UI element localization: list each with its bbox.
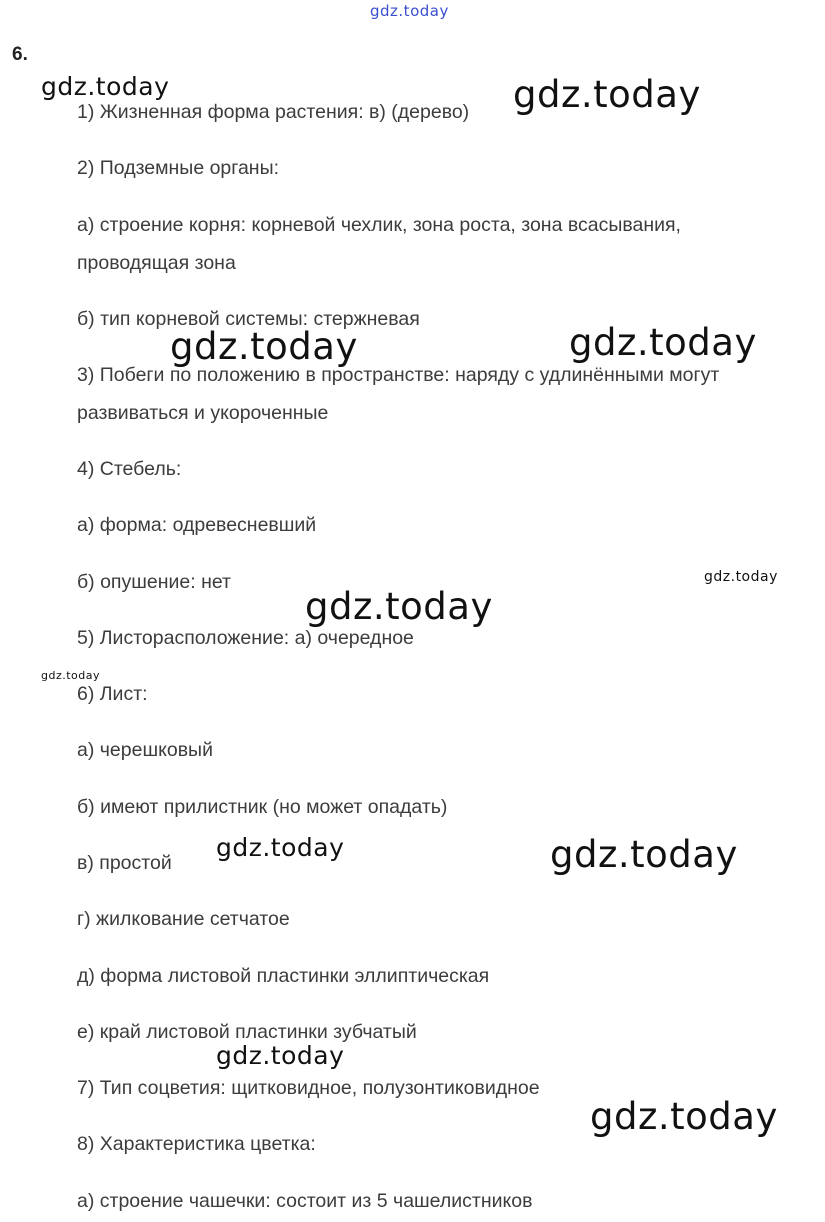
- watermark: gdz.today: [513, 73, 701, 116]
- answer-line-14: г) жилкование сетчатое: [77, 908, 290, 930]
- watermark: gdz.today: [41, 669, 101, 682]
- watermark-top: gdz.today: [370, 2, 449, 20]
- watermark: gdz.today: [569, 321, 757, 364]
- answer-line-7: а) форма: одревесневший: [77, 514, 317, 536]
- answer-line-11: а) черешковый: [77, 739, 213, 761]
- answer-line-3-cont: проводящая зона: [77, 252, 236, 274]
- answer-line-4: б) тип корневой системы: стержневая: [77, 308, 420, 330]
- answer-line-15: д) форма листовой пластинки эллиптическая: [77, 965, 490, 987]
- watermark: gdz.today: [216, 1041, 345, 1070]
- answer-line-12: б) имеют прилистник (но может опадать): [77, 796, 448, 818]
- answer-line-9: 5) Листорасположение: а) очередное: [77, 627, 414, 649]
- answer-line-10: 6) Лист:: [77, 683, 148, 705]
- answer-line-5-cont: развиваться и укороченные: [77, 402, 329, 424]
- answer-line-18: 8) Характеристика цветка:: [77, 1133, 316, 1155]
- answer-line-17: 7) Тип соцветия: щитковидное, полузонтиковидное: [77, 1077, 540, 1099]
- answer-line-3: а) строение корня: корневой чехлик, зона роста, зона всасывания,: [77, 214, 681, 236]
- answer-line-1: 1) Жизненная форма растения: в) (дерево): [77, 101, 470, 123]
- answer-line-6: 4) Стебель:: [77, 458, 182, 480]
- answer-line-16: е) край листовой пластинки зубчатый: [77, 1021, 417, 1043]
- answer-line-5: 3) Побеги по положению в пространстве: наряду с удлинёнными могут: [77, 364, 720, 386]
- task-number: 6.: [12, 44, 28, 65]
- answer-line-19: а) строение чашечки: состоит из 5 чашелистников: [77, 1190, 533, 1212]
- watermark: gdz.today: [41, 72, 170, 101]
- watermark: gdz.today: [216, 833, 345, 862]
- watermark: gdz.today: [704, 569, 778, 585]
- answer-line-13: в) простой: [77, 852, 172, 874]
- watermark: gdz.today: [305, 585, 493, 628]
- watermark: gdz.today: [170, 325, 358, 368]
- answer-line-2: 2) Подземные органы:: [77, 157, 280, 179]
- watermark: gdz.today: [550, 833, 738, 876]
- watermark: gdz.today: [590, 1095, 778, 1138]
- answer-line-8: б) опушение: нет: [77, 571, 231, 593]
